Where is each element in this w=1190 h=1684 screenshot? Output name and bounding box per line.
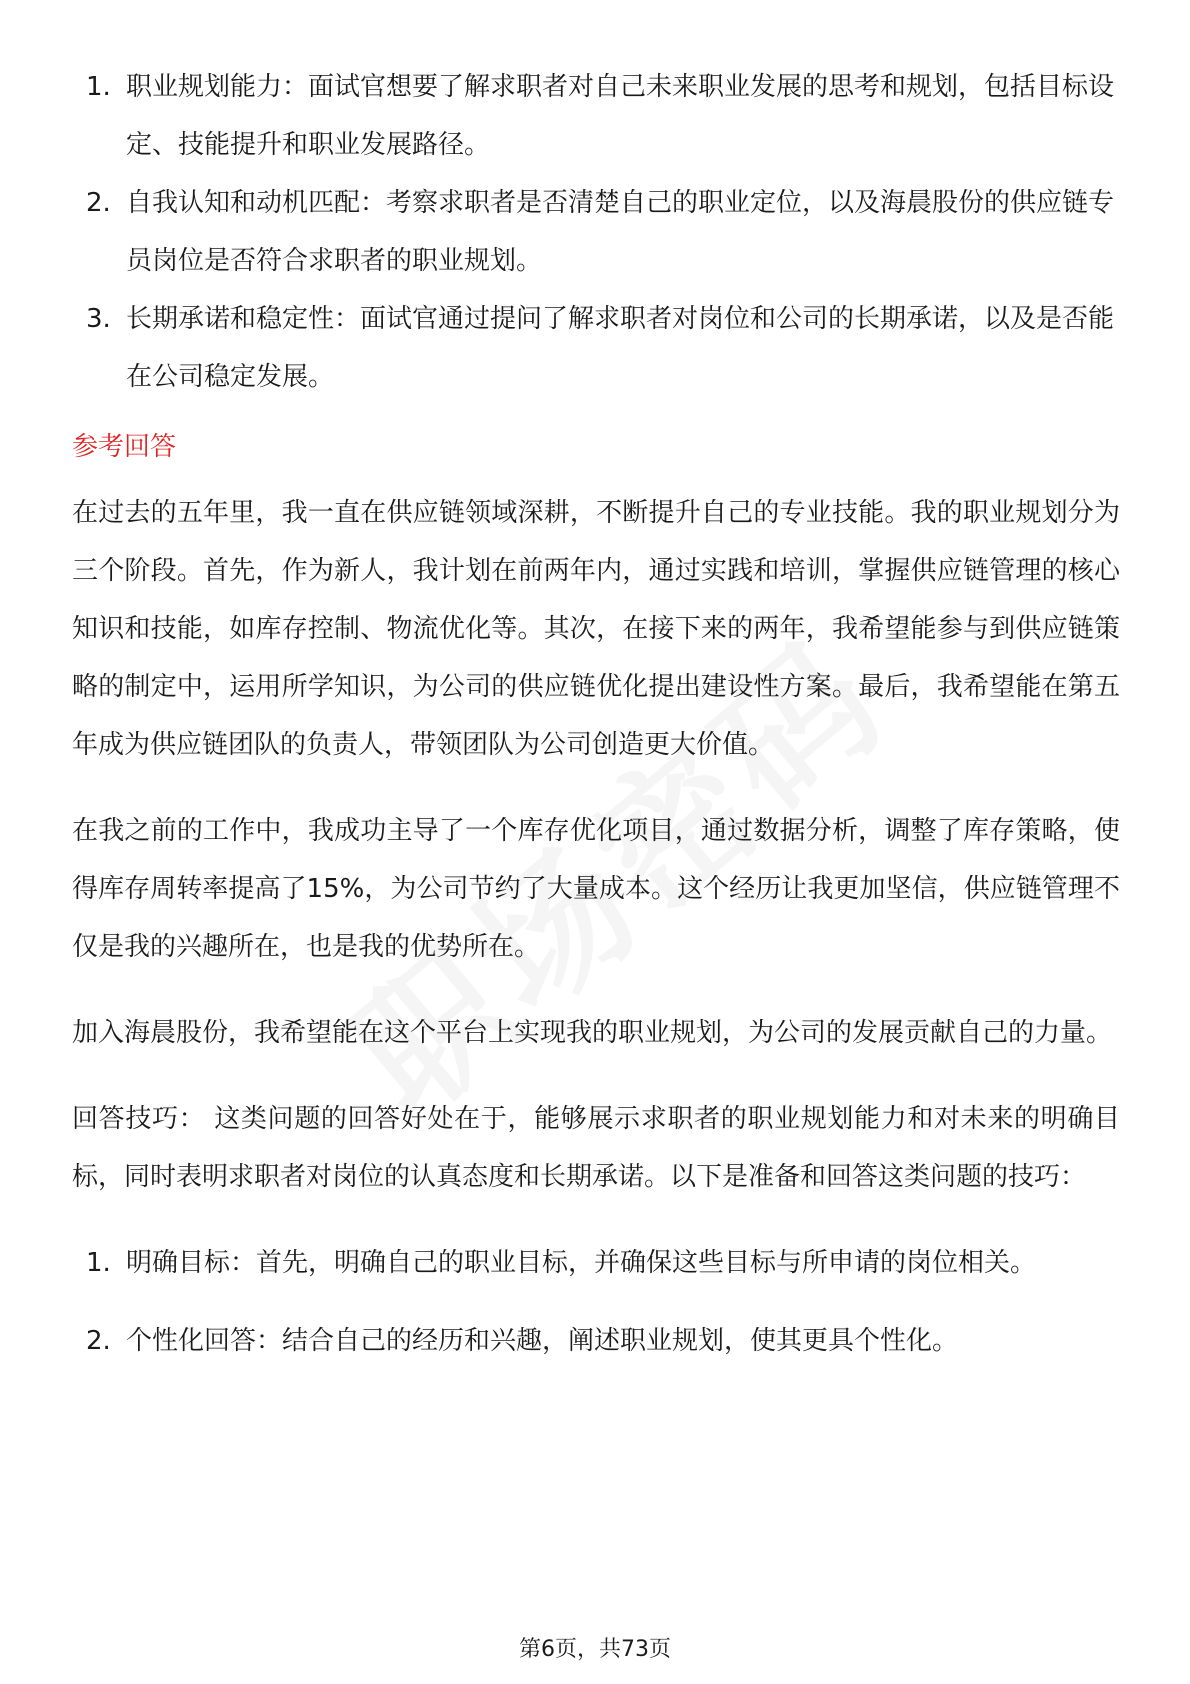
list-item-text: 明确目标：首先，明确自己的职业目标，并确保这些目标与所申请的岗位相关。: [126, 1248, 1037, 1278]
list-item-number: 1.: [86, 1248, 111, 1278]
page-number-footer: 第6页，共73页: [519, 1637, 671, 1662]
list-item-text: 长期承诺和稳定性：面试官通过提问了解求职者对岗位和公司的长期承诺，以及是否能在公司稳定发展。: [126, 304, 1115, 392]
list-item-text: 职业规划能力：面试官想要了解求职者对自己未来职业发展的思考和规划，包括目标设定、技能提升和职业发展路径。: [126, 72, 1115, 160]
list-item-text: 个性化回答：结合自己的经历和兴趣，阐述职业规划，使其更具个性化。: [126, 1326, 959, 1356]
list-item-number: 3.: [86, 304, 111, 334]
tips-list: [72, 1234, 1120, 1370]
list-item: [72, 290, 1120, 406]
list-item-number: 2.: [86, 1326, 111, 1356]
list-item: [72, 1234, 1120, 1292]
answer-paragraph: 加入海晨股份，我希望能在这个平台上实现我的职业规划，为公司的发展贡献自己的力量。: [72, 1018, 1113, 1048]
answer-paragraph: 在我之前的工作中，我成功主导了一个库存优化项目，通过数据分析，调整了库存策略，使得库存周转率提高了15%，为公司节约了大量成本。这个经历让我更加坚信，供应链管理不仅是我的兴趣所在，也是我的优势所在。: [72, 816, 1120, 962]
answer-paragraph: 在过去的五年里，我一直在供应链领域深耕，不断提升自己的专业技能。我的职业规划分为三个阶段。首先，作为新人，我计划在前两年内，通过实践和培训，掌握供应链管理的核心知识和技能，如库存控制、物流优化等。其次，在接下来的两年，我希望能参与到供应链策略的制定中，运用所学知识，为公司的供应链优化提出建设性方案。最后，我希望能在第五年成为供应链团队的负责人，带领团队为公司创造更大价值。: [72, 498, 1120, 760]
list-item-number: 2.: [86, 188, 111, 218]
list-item: [72, 58, 1120, 174]
list-item-text: 自我认知和动机匹配：考察求职者是否清楚自己的职业定位，以及海晨股份的供应链专员岗位是否符合求职者的职业规划。: [126, 188, 1115, 276]
intro-list: [72, 58, 1120, 406]
answer-tips-paragraph: 回答技巧： 这类问题的回答好处在于，能够展示求职者的职业规划能力和对未来的明确目标，同时表明求职者对岗位的认真态度和长期承诺。以下是准备和回答这类问题的技巧：: [72, 1104, 1120, 1192]
list-item-number: 1.: [86, 72, 111, 102]
page-content: [72, 58, 1120, 1390]
reference-answer-heading: 参考回答: [72, 432, 177, 462]
list-item: [72, 174, 1120, 290]
list-item: [72, 1312, 1120, 1370]
